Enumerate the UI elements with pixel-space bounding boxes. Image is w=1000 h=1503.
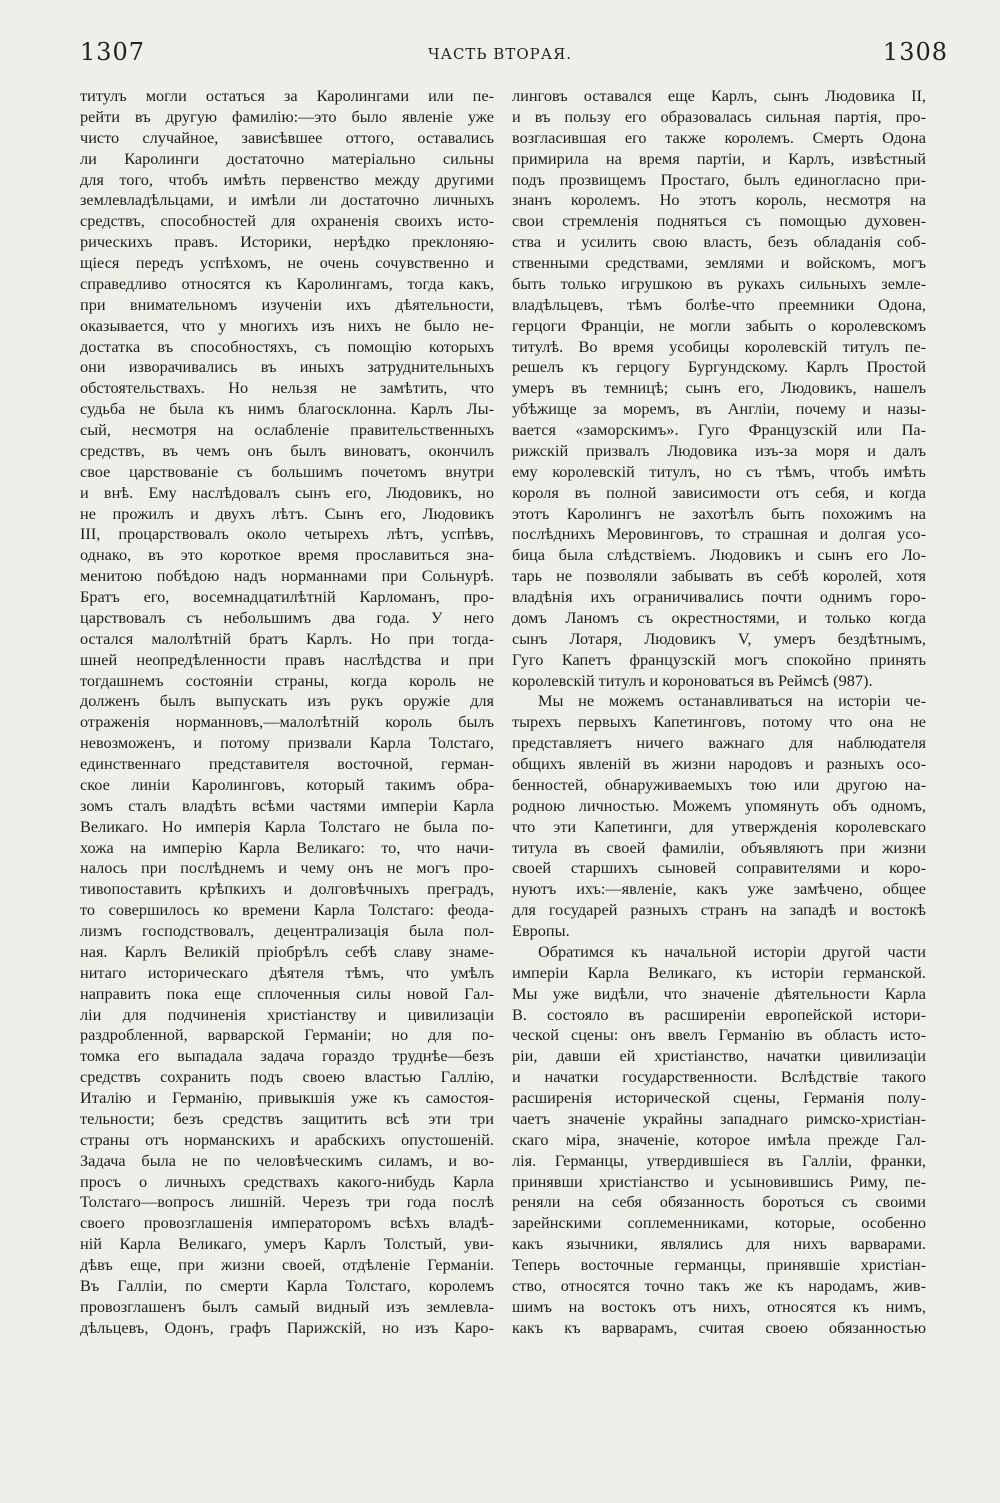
text-line: и начатки государственности. Вслѣдствіе такого — [512, 1067, 926, 1087]
text-line: ная. Карлъ Великій пріобрѣлъ себѣ славу знаме- — [80, 941, 494, 961]
text-line: Теперь восточные германцы, принявшіе христіан- — [512, 1255, 926, 1274]
text-line: Мы уже видѣли, что значеніе дѣятельности Карла — [512, 983, 926, 1003]
text-line: тивопоставить крѣпкихъ и долговѣчныхъ преградъ, — [80, 879, 494, 899]
text-line: послѣднихъ Меровинговъ, то страшная и долгая усо- — [512, 524, 926, 544]
text-line: герцоги Франціи, не могли забыть о королевскомъ — [512, 315, 926, 335]
text-line: тогдашнемъ состояніи страны, когда король не — [80, 670, 494, 690]
text-line: ческой сцены: онъ ввелъ Германію въ область исто- — [512, 1025, 926, 1045]
text-line: оказывается, что у многихъ изъ нихъ не было не- — [80, 315, 494, 335]
text-line: Братъ его, восемнадцатилѣтній Карломанъ, про- — [80, 587, 494, 606]
text-line: нуютъ ихъ:—явленіе, какъ уже замѣчено, общее — [512, 879, 926, 899]
text-line: Въ Галліи, по смерти Карла Толстаго, королемъ — [80, 1275, 494, 1295]
text-line: ріи, давши ей христіанство, начатки цивилизаціи — [512, 1046, 926, 1066]
text-line: щіеся передъ успѣхомъ, не очень сочувственно и — [80, 253, 494, 272]
text-line: раздробленной, варварской Германіи; но для по- — [80, 1025, 494, 1045]
text-line: отраженія норманновъ,—малолѣтній король былъ — [80, 712, 494, 732]
text-line: принявши христіанство и усыновившись Риму, пе- — [512, 1171, 926, 1191]
text-line: направить пока еще сплоченныя силы новой Гал- — [80, 983, 494, 1003]
text-line: свое царствованіе съ большимъ почетомъ внутри — [80, 461, 494, 481]
text-line: титулѣ. Во время усобицы королевскій титулъ пе- — [512, 336, 926, 356]
text-line: томка его выпадала задача гораздо труднѣе—безъ — [80, 1046, 494, 1066]
page-number-left: 1307 — [80, 38, 146, 66]
text-line: страны отъ норманскихъ и арабскихъ опустошеній. — [80, 1129, 494, 1149]
text-line: ему королевскій титулъ, но съ тѣмъ, чтобъ имѣть — [512, 461, 926, 481]
text-line: ства и усилить свою власть, безъ обладанія соб- — [512, 232, 926, 252]
text-line: тырехъ первыхъ Капетинговъ, потому что она не — [512, 712, 926, 732]
text-line: родною личностью. Можемъ упомянуть объ одномъ, — [512, 795, 926, 815]
text-line: примирила на время партіи, и Карлъ, извѣстный — [512, 148, 926, 168]
text-line: просъ о личныхъ средствахъ какого-нибудь Карла — [80, 1171, 494, 1191]
text-line: владѣльцевъ, тѣмъ болѣе-что преемники Одона, — [512, 294, 926, 314]
text-line: однако, въ это короткое время прославиться зна- — [80, 545, 494, 565]
text-line: какъ язычники, являлись для нихъ варварами. — [512, 1234, 926, 1254]
text-line: какъ къ варварамъ, считая своею обязанностью — [512, 1317, 926, 1337]
text-line: Великаго. Но имперія Карла Толстаго не была по- — [80, 816, 494, 836]
text-line: остался малолѣтній братъ Карлъ. Но при тогда- — [80, 628, 494, 648]
text-line: ское линіи Каролинговъ, который такимъ обра- — [80, 774, 494, 794]
text-line: не прожилъ и двухъ лѣтъ. Сынъ его, Людовикъ — [80, 503, 494, 523]
text-line: реняли на себя обязанность бороться съ своими — [512, 1192, 926, 1212]
text-line: своего провозглашенія императоромъ всѣхъ владѣ- — [80, 1213, 494, 1233]
text-line: сынъ Лотаря, Людовикъ V, умеръ бездѣтнымъ, — [512, 628, 926, 648]
text-line: лизмъ господствовалъ, децентрализація была пол- — [80, 921, 494, 940]
text-line: тарь не позволяли забывать въ себѣ королей, хотя — [512, 566, 926, 586]
text-line: справедливо относятся къ Каролингамъ, тогда какъ, — [80, 273, 494, 293]
text-line: короля въ полной зависимости отъ себя, и когда — [512, 482, 926, 502]
text-line: средствъ сохранить подъ своею властью Галлію, — [80, 1067, 494, 1087]
text-line: дѣльцевъ, Одонъ, графъ Парижскій, но изъ Каро- — [80, 1317, 494, 1337]
text-line: вается «заморскимъ». Гуго Французскій или Па- — [512, 420, 926, 439]
text-line: Обратимся къ начальной исторіи другой части — [538, 941, 926, 961]
text-line: свои стремленія подняться съ помощью духовен- — [512, 211, 926, 231]
text-line: решелъ къ герцогу Бургундскому. Карлъ Простой — [512, 357, 926, 377]
text-line: рейти въ другую фамилію:—это было явленіе уже — [80, 106, 494, 126]
text-line: подъ прозвищемъ Простаго, былъ единогласно при- — [512, 169, 926, 189]
text-line: достатка въ способностяхъ, съ помощію которыхъ — [80, 336, 494, 356]
text-line: представляетъ ничего важнаго для наблюдателя — [512, 733, 926, 753]
text-line: лія. Германцы, утвердившіеся въ Галліи, франки, — [512, 1150, 926, 1170]
text-line: средствъ, въ чемъ онъ былъ виноватъ, окончилъ — [80, 440, 494, 460]
text-line: зомъ сталъ владѣть всѣми частями имперіи Карла — [80, 795, 494, 815]
text-line: царствовалъ съ небольшимъ два года. У него — [80, 607, 494, 627]
text-line: Задача была не по человѣческимъ силамъ, и во- — [80, 1150, 494, 1170]
page-header — [0, 0, 1000, 80]
text-line: обстоятельствахъ. Но нельзя не замѣтить, что — [80, 378, 494, 398]
text-line: сый, несмотря на ослабленіе правительственныхъ — [80, 420, 494, 439]
text-line: что эти Капетинги, для утвержденія королевскаго — [512, 816, 926, 836]
text-line: убѣжище за моремъ, въ Англіи, почему и назы- — [512, 399, 926, 419]
text-line: ственными средствами, землями и войскомъ, могъ — [512, 253, 926, 272]
page-number-right: 1308 — [882, 38, 948, 66]
text-line: тельности; безъ средствъ защитить всѣ эти три — [80, 1108, 494, 1128]
text-line: титулъ могли остаться за Каролингами или пе- — [80, 86, 494, 105]
text-line: имперіи Карла Великаго, къ исторіи германской. — [512, 962, 926, 982]
text-line: рижскій призвалъ Людовика изъ-за моря и далъ — [512, 440, 926, 460]
text-line: ли Каролинги достаточно матеріально сильны — [80, 148, 494, 168]
text-line: бенностей, обнаруживаемыхъ тою или другою на- — [512, 774, 926, 794]
text-line: землевладѣльцами, и имѣли ли достаточно личныхъ — [80, 190, 494, 210]
running-title: ЧАСТЬ ВТОРАЯ. — [428, 45, 572, 63]
text-line: хожа на имперію Карла Великаго: то, что начи- — [80, 837, 494, 857]
text-line: этотъ Каролингъ не захотѣлъ быть похожимъ на — [512, 503, 926, 523]
text-line: ліи для подчиненія христіанству и цивилизаціи — [80, 1004, 494, 1024]
text-line: III, процарствовалъ около четырехъ лѣтъ, успѣвъ, — [80, 524, 494, 544]
text-line: невозможенъ, и потому призвали Карла Толстаго, — [80, 733, 494, 753]
text-line: рическихъ правъ. Историки, нерѣдко преклоняю- — [80, 232, 494, 252]
text-line: зарейнскими соплеменниками, которые, особенно — [512, 1213, 926, 1233]
text-line: расширенія исторической сцены, Германія полу- — [512, 1088, 926, 1107]
text-line: возгласившая его также королемъ. Смерть Одона — [512, 127, 926, 147]
text-line: ство, относятся точно такъ же къ народамъ, жив- — [512, 1275, 926, 1295]
text-line: дѣвъ еще, при жизни своей, отдѣленіе Германіи. — [80, 1255, 494, 1274]
text-line: шней неопредѣленности правъ наслѣдства и при — [80, 649, 494, 669]
text-line: быть только игрушкою въ рукахъ сильныхъ земле- — [512, 273, 926, 293]
text-line: и внѣ. Ему наслѣдовалъ сынъ его, Людовикъ, но — [80, 482, 494, 502]
text-line: шимъ на востокъ отъ нихъ, относятся къ нимъ, — [512, 1296, 926, 1316]
text-line: налось при послѣднемъ и чему онъ не могъ про- — [80, 858, 494, 878]
text-line: королевскій титулъ и короноваться въ Реймсѣ (987). — [512, 670, 873, 690]
text-line: они изворачивались въ иныхъ затруднительныхъ — [80, 357, 494, 377]
text-line: умеръ въ темницѣ; сынъ его, Людовикъ, нашелъ — [512, 378, 926, 398]
text-column-left — [80, 86, 494, 1339]
text-line: своей старшихъ сыновей соправителями и коро- — [512, 858, 926, 878]
text-line: Гуго Капетъ французскій могъ спокойно принять — [512, 649, 926, 669]
text-line: ній Карла Великаго, умеръ Карлъ Толстый, уви- — [80, 1234, 494, 1254]
text-line: чисто случайное, зависѣвшее оттого, оставались — [80, 127, 494, 147]
text-line: единственнаго представителя восточной, герман- — [80, 754, 494, 773]
text-line: для государей разныхъ странъ на западѣ и востокѣ — [512, 900, 926, 920]
text-line: то совершилось ко времени Карла Толстаго: феода- — [80, 900, 494, 920]
text-line: долженъ былъ выпускать изъ рукъ оружіе для — [80, 691, 494, 711]
text-column-right — [512, 86, 926, 1339]
text-line: линговъ оставался еще Карлъ, сынъ Людовика II, — [512, 86, 926, 105]
text-line: титула въ своей фамиліи, объявляютъ при жизни — [512, 837, 926, 857]
text-line: домъ Ланомъ съ окрестностями, и только когда — [512, 607, 926, 627]
text-line: Толстаго—вопросъ лишній. Черезъ три года послѣ — [80, 1192, 494, 1212]
text-line: при внимательномъ изученіи ихъ дѣятельности, — [80, 294, 494, 314]
text-line: скаго міра, значеніе, которое имѣла прежде Гал- — [512, 1129, 926, 1149]
text-line: средствъ, способностей для охраненія своихъ исто- — [80, 211, 494, 231]
text-line: знанъ королемъ. Но этотъ король, несмотря на — [512, 190, 926, 210]
text-line: для того, чтобъ имѣть первенство между другими — [80, 169, 494, 189]
text-line: судьба не была къ нимъ благосклонна. Карлъ Лы- — [80, 399, 494, 419]
text-line: бица была слѣдствіемъ. Людовикъ и сынъ его Ло- — [512, 545, 926, 565]
text-line: В. состояло въ расширеніи европейской истори- — [512, 1004, 926, 1024]
text-line: общихъ явленій въ жизни народовъ и разныхъ осо- — [512, 754, 926, 773]
text-line: и въ пользу его образовалась сильная партія, про- — [512, 106, 926, 126]
text-line: Мы не можемъ останавливаться на исторіи че- — [538, 691, 926, 711]
text-line: нитаго историческаго дѣятеля тѣмъ, что умѣлъ — [80, 962, 494, 982]
text-line: Европы. — [512, 921, 570, 940]
text-line: менитою побѣдою надъ норманнами при Сольнурѣ. — [80, 566, 494, 586]
text-line: чаетъ значеніе украйны западнаго римско-христіан- — [512, 1108, 926, 1128]
text-line: владѣнія ихъ ограничивались почти однимъ горо- — [512, 587, 926, 606]
text-line: провозглашенъ былъ самый видный изъ землевла- — [80, 1296, 494, 1316]
text-line: Италію и Германію, привыкшія уже къ самостоя- — [80, 1088, 494, 1107]
